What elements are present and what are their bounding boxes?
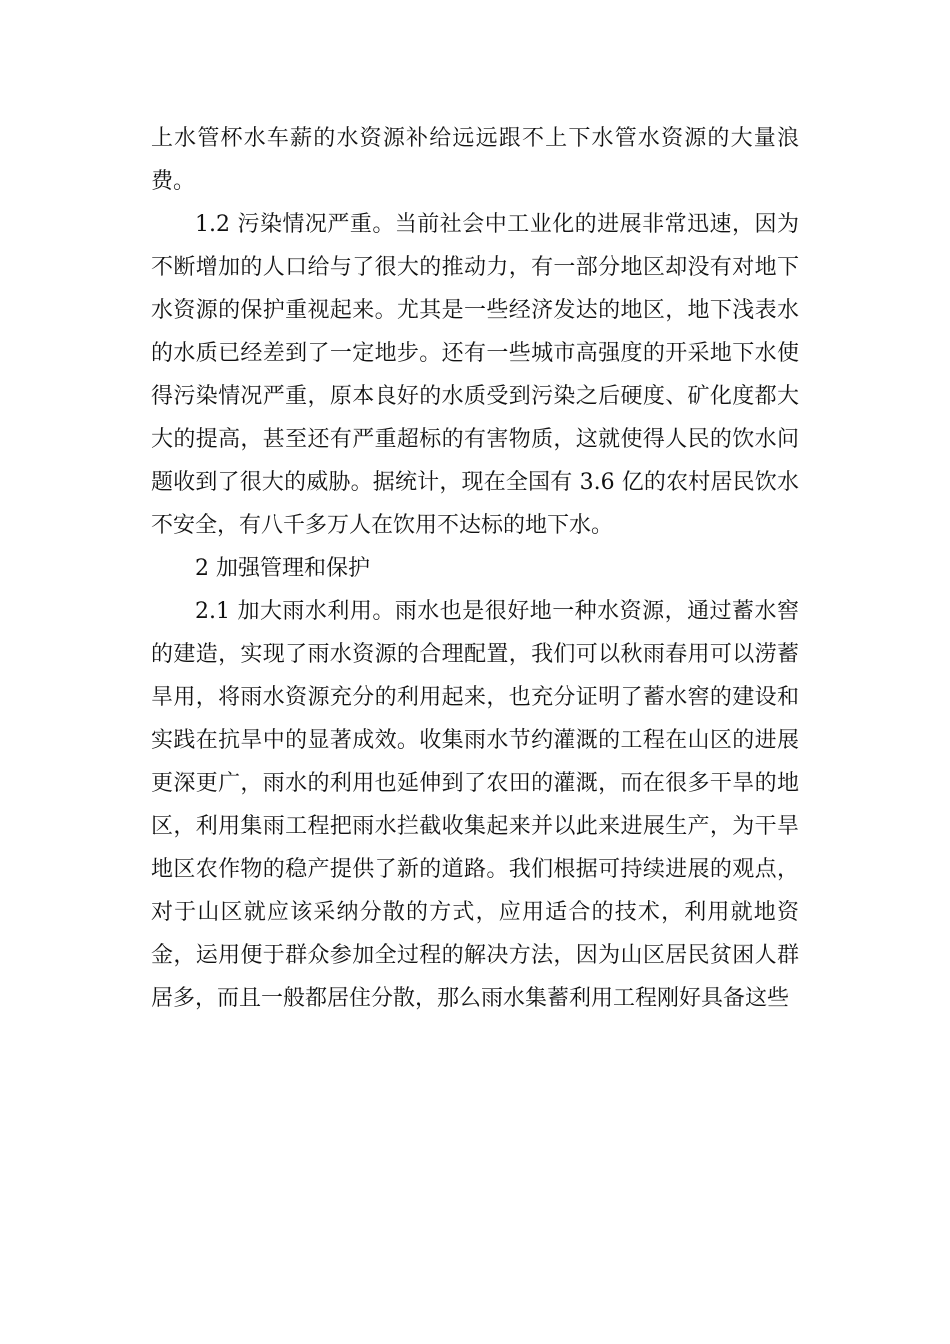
paragraph-rainwater: 2.1 加大雨水利用。雨水也是很好地一种水资源，通过蓄水窖的建造，实现了雨水资源的合理配置，我们可以秋雨春用可以涝蓄旱用，将雨水资源充分的利用起来，也充分证明了蓄水窖的建设和实践在抗旱中的显著成效。收集雨水节约灌溉的工程在山区的进展更深更广，雨水的利用也延伸到了农田的灌溉，而在很多干旱的地区，利用集雨工程把雨水拦截收集起来并以此来进展生产，为干旱地区农作物的稳产提供了新的道路。我们根据可持续进展的观点，对于山区就应该采纳分散的方式，应用适合的技术，利用就地资金，运用便于群众参加全过程的解决方法，因为山区居民贫困人群居多，而且一般都居住分散，那么雨水集蓄利用工程刚好具备这些 (151, 599, 799, 1011)
paragraph-continuation: 上水管杯水车薪的水资源补给远远跟不上下水管水资源的大量浪费。 (151, 126, 799, 194)
section-heading-management: 2 加强管理和保护 (195, 556, 370, 581)
paragraph-pollution: 1.2 污染情况严重。当前社会中工业化的进展非常迅速，因为不断增加的人口给与了很大的推动力，有一部分地区却没有对地下水资源的保护重视起来。尤其是一些经济发达的地区，地下浅表水的水质已经差到了一定地步。还有一些城市高强度的开采地下水使得污染情况严重，原本良好的水质受到污染之后硬度、矿化度都大大的提高，甚至还有严重超标的有害物质，这就使得人民的饮水问题收到了很大的威胁。据统计，现在全国有 3.6 亿的农村居民饮水不安全，有八千多万人在饮用不达标的地下水。 (151, 212, 799, 538)
document-body (151, 117, 799, 1020)
